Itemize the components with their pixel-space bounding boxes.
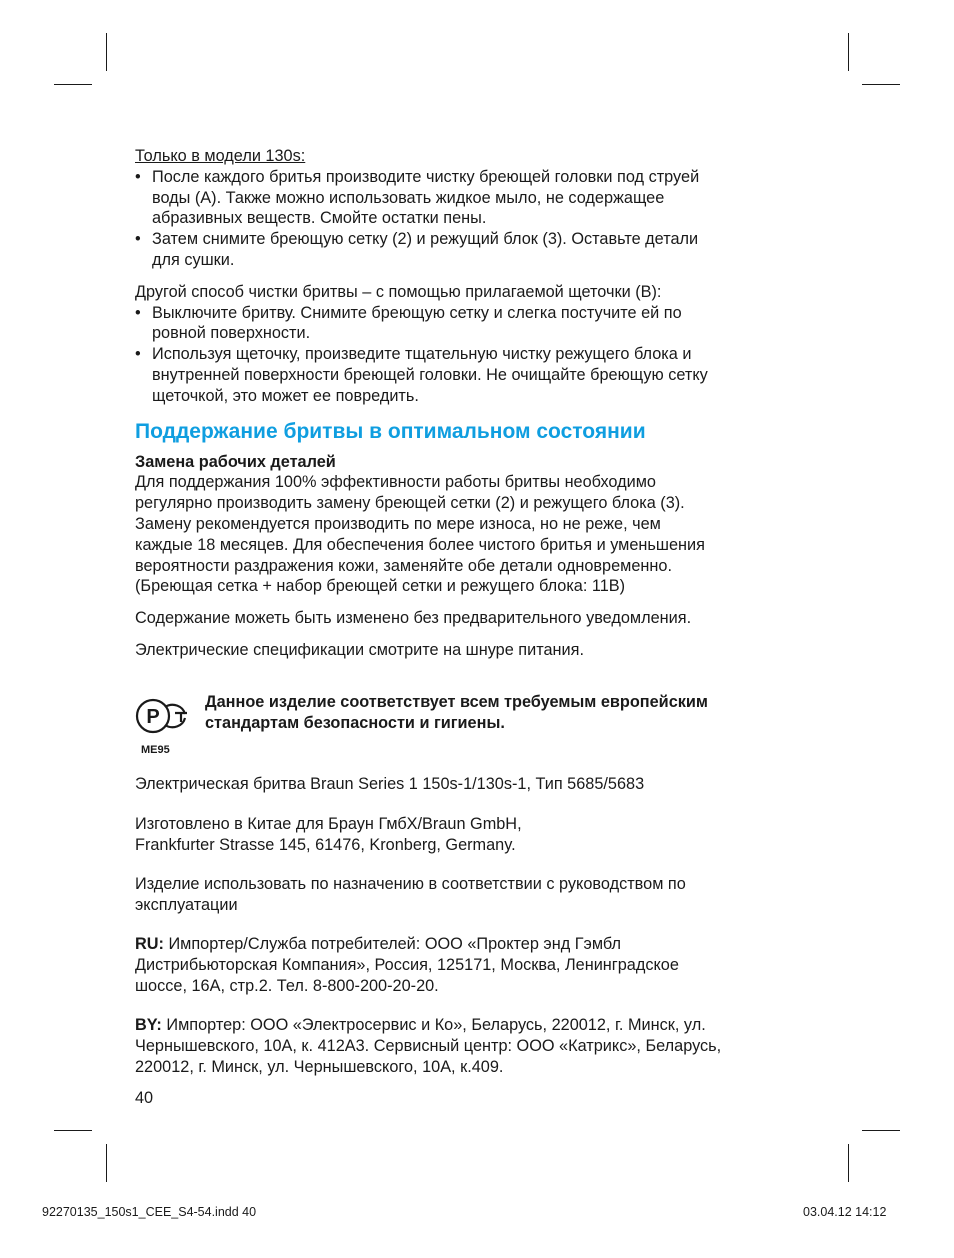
notice-electrical: Электрические спецификации смотрите на шнуре питания. [135,640,584,659]
text-line: Замену рекомендуется производить по мере износа, но не реже, чем [135,514,661,533]
text-line: Дистрибьюторская Компания», Россия, 125171, Москва, Ленинградское [135,955,679,974]
maintenance-paragraph [135,472,825,597]
ru-importer [135,934,825,996]
certification-block [135,692,825,762]
text-line: каждые 18 месяцев. Для обеспечения более чистого бритья и уменьшения [135,535,705,554]
section-heading: Поддержание бритвы в оптимальном состоянии [135,419,646,443]
bullet-icon: • [135,230,141,249]
text-line: регулярно производить замену бреющей сетки (2) и режущего блока (3). [135,494,685,513]
footer-date: 03.04.12 14:12 [803,1205,887,1219]
text-line: Чернышевского, 10А, к. 412А3. Сервисный центр: ООО «Катрикс», Беларусь, [135,1036,722,1055]
text-line: вероятности раздражения кожи, заменяйте обе детали одновременно. [135,556,672,575]
ru-label: RU: [135,935,164,953]
bullet-icon: • [135,345,141,364]
text-line: 220012, г. Минск, ул. Чернышевского, 10А, к.409. [135,1057,504,1076]
svg-text:P: P [146,706,160,728]
footer-file: 92270135_150s1_CEE_S4-54.indd 40 [42,1205,257,1219]
page-number: 40 [135,1089,154,1107]
cert-code: ME95 [141,744,170,756]
text-line: Используя щеточку, произведите тщательную чистку режущего блока и [152,345,692,364]
crop-mark [862,84,900,85]
crop-mark [106,1144,107,1182]
text-line: воды (A). Также можно использовать жидкое мыло, не содержащее [152,188,665,207]
text-line: Изделие использовать по назначению в соответствии с руководством по [135,875,686,893]
text-line: внутренней поверхности бреющей головки. Не очищайте бреющую сетку [152,365,708,384]
product-line [135,774,825,795]
text-line: эксплуатации [135,895,238,914]
by-importer [135,1015,825,1077]
text-line: Затем снимите бреющую сетку (2) и режущий блок (3). Оставьте детали [152,230,699,249]
text-line: (Бреющая сетка + набор бреющей сетки и режущего блока: 11B) [135,577,626,596]
text-line: для сушки. [152,250,235,269]
notice-change: Содержание можеть быть изменено без предварительного уведомления. [135,609,692,628]
text-line: Электрическая бритва Braun Series 1 150s-1/130s-1, Тип 5685/5683 [135,775,645,793]
manufacturer-info [135,814,825,856]
text-line: шоссе, 16А, стр.2. Тел. 8-800-200-20-20. [135,976,439,995]
text-line: абразивных веществ. Смойте остатки пены. [152,209,487,228]
bullet-item [135,344,825,406]
crop-mark [862,1130,900,1131]
text-line: Данное изделие соответствует всем требуемым европейским [205,693,708,711]
crop-mark [54,84,92,85]
crop-mark [848,33,849,71]
main-content [135,146,825,661]
bullet-item [135,167,825,229]
alt-method: Другой способ чистки бритвы – с помощью прилагаемой щеточки (B): [135,282,662,301]
text-line: Импортер/Служба потребителей: ООО «Проктер энд Гэмбл [163,935,621,953]
by-label: BY: [135,1016,162,1034]
text-line: ровной поверхности. [152,324,311,343]
pct-certification-icon [135,698,191,734]
text-line: После каждого бритья производите чистку бреющей головки под струей [152,167,700,186]
text-line: Изготовлено в Китае для Браун ГмбХ/Braun GmbH, [135,815,522,833]
text-line: щеточкой, это может ее повредить. [152,386,419,405]
text-line: Frankfurter Strasse 145, 61476, Kronberg, Germany. [135,835,516,854]
text-line: Выключите бритву. Снимите бреющую сетку и слегка постучите ей по [152,303,682,322]
bullet-item [135,303,825,345]
section-subheading: Замена рабочих деталей [135,452,336,471]
cert-text [205,692,708,734]
usage-note [135,874,825,916]
crop-mark [106,33,107,71]
crop-mark [848,1144,849,1182]
text-line: Для поддержания 100% эффективности работы бритвы необходимо [135,473,656,492]
model-note: Только в модели 130s: [135,147,306,165]
crop-mark [54,1130,92,1131]
bullet-icon: • [135,303,141,322]
bullet-icon: • [135,167,141,186]
text-line: Импортер: ООО «Электросервис и Ко», Беларусь, 220012, г. Минск, ул. [161,1016,706,1034]
bullet-item [135,229,825,271]
text-line: стандартам безопасности и гигиены. [205,713,505,732]
